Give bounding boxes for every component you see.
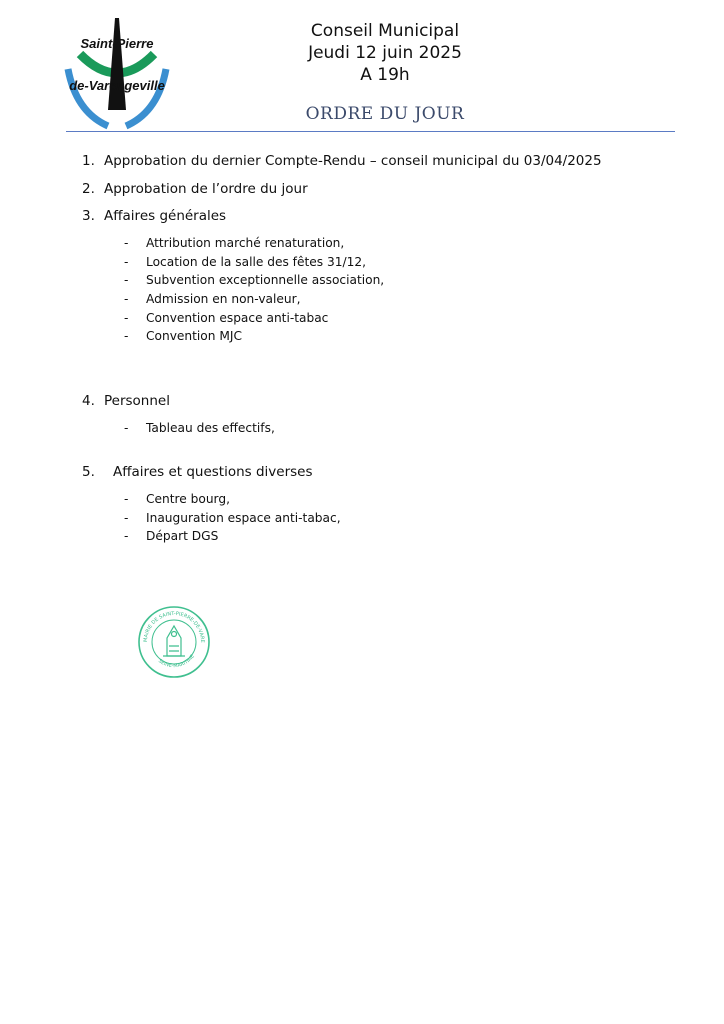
official-stamp <box>137 604 211 680</box>
agenda-item-number: 3. <box>82 208 95 224</box>
agenda-item-3 <box>82 208 226 224</box>
agenda-item-number: 5. <box>82 464 95 480</box>
stamp-text-bottom: SEINE-MARITIME <box>156 653 197 670</box>
meeting-title: Conseil Municipal <box>310 21 460 41</box>
agenda-item-label: Approbation de l’ordre du jour <box>104 181 308 197</box>
agenda-subitem: - Convention MJC <box>124 329 242 343</box>
header-divider <box>66 131 675 132</box>
agenda-item-label: Affaires générales <box>104 208 227 224</box>
logo-spire <box>108 18 126 110</box>
agenda-item-label: Approbation du dernier Compte-Rendu – conseil municipal du 03/04/2025 <box>104 153 602 169</box>
stamp-emblem <box>163 626 185 656</box>
agenda-subitem: - Subvention exceptionnelle association, <box>124 273 385 287</box>
meeting-date: Jeudi 12 juin 2025 <box>308 43 462 63</box>
agenda-item-label: Affaires et questions diverses <box>113 464 313 480</box>
agenda-subitem: - Centre bourg, <box>124 492 230 506</box>
agenda-item-1 <box>82 153 602 169</box>
agenda-subitem: - Location de la salle des fêtes 31/12, <box>124 255 366 269</box>
agenda-item-number: 1. <box>82 153 95 169</box>
svg-text:MAIRIE DE SAINT-PIERRE-DE-VARE <box>137 604 205 643</box>
agenda-item-number: 4. <box>82 393 95 409</box>
agenda-subitem: - Départ DGS <box>124 529 219 543</box>
agenda-item-2 <box>82 181 308 197</box>
agenda-subitem: - Attribution marché renaturation, <box>124 236 345 250</box>
agenda-item-number: 2. <box>82 181 95 197</box>
stamp-text-top: MAIRIE DE SAINT-PIERRE-DE-VARE <box>142 610 206 643</box>
logo-text-line2: de-Varengeville <box>69 78 165 93</box>
agenda-heading: ORDRE DU JOUR <box>305 104 465 124</box>
agenda-item-4 <box>82 393 170 409</box>
logo-text-line1: Saint-Pierre <box>80 36 154 51</box>
agenda-subitem: - Convention espace anti-tabac <box>124 311 329 325</box>
agenda-item-label: Personnel <box>104 393 170 409</box>
municipal-logo <box>62 14 172 134</box>
agenda-subitem: - Tableau des effectifs, <box>124 421 275 435</box>
meeting-header <box>260 20 510 86</box>
agenda-subitem: - Inauguration espace anti-tabac, <box>124 511 341 525</box>
meeting-time: A 19h <box>360 65 410 85</box>
agenda-item-5 <box>82 464 313 480</box>
agenda-subitem: - Admission en non-valeur, <box>124 292 301 306</box>
